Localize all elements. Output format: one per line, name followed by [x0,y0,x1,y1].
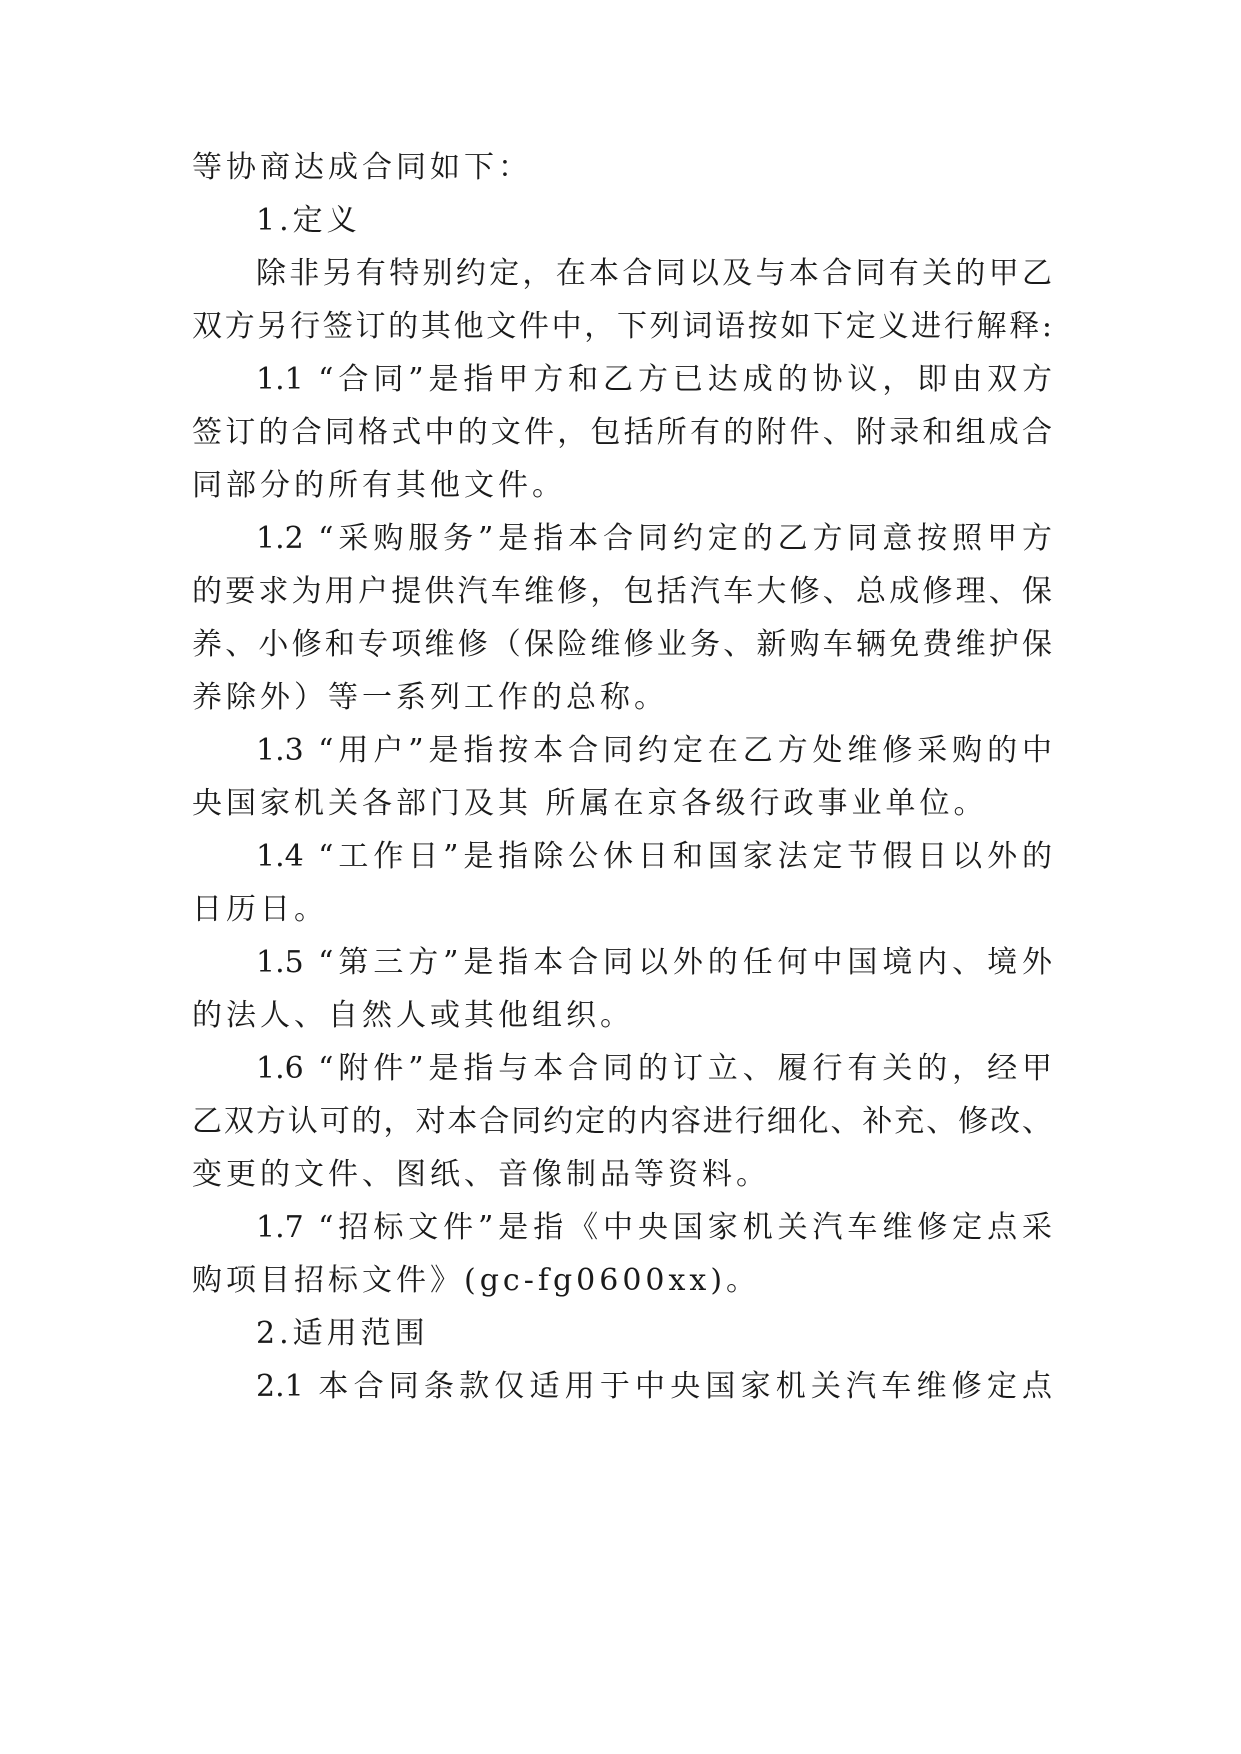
text-line: 签订的合同格式中的文件，包括所有的附件、附录和组成合 [192,415,1052,450]
text-line: 变更的文件、图纸、音像制品等资料。 [192,1157,770,1192]
text-line: 1.4 “工作日”是指除公休日和国家法定节假日以外的 [256,839,1052,874]
text-line: 除非另有特别约定，在本合同以及与本合同有关的甲乙 [256,256,1052,291]
text-line: 的法人、自然人或其他组织。 [192,998,634,1033]
text-line: 等协商达成合同如下： [192,150,532,185]
text-line: 1.7 “招标文件”是指《中央国家机关汽车维修定点采 [256,1210,1052,1245]
text-line: 1.1 “合同”是指甲方和乙方已达成的协议，即由双方 [256,362,1052,397]
text-line: 央国家机关各部门及其 所属在京各级行政事业单位。 [192,786,988,821]
section-heading: 2.适用范围 [256,1316,429,1351]
text-line: 1.2 “采购服务”是指本合同约定的乙方同意按照甲方 [256,521,1052,556]
section-heading: 1.定义 [256,203,361,238]
text-line: 日历日。 [192,892,328,927]
text-line: 乙双方认可的，对本合同约定的内容进行细化、补充、修改、 [192,1104,1052,1139]
text-line: 双方另行签订的其他文件中，下列词语按如下定义进行解释: [192,309,1052,344]
text-line: 1.6 “附件”是指与本合同的订立、履行有关的，经甲 [256,1051,1052,1086]
text-line: 养、小修和专项维修（保险维修业务、新购车辆免费维护保 [192,627,1052,662]
text-line: 1.3 “用户”是指按本合同约定在乙方处维修采购的中 [256,733,1052,768]
text-line: 1.5 “第三方”是指本合同以外的任何中国境内、境外 [256,945,1052,980]
text-line: 购项目招标文件》(gc-fg0600xx)。 [192,1263,761,1298]
text-line: 2.1 本合同条款仅适用于中央国家机关汽车维修定点 [256,1369,1052,1404]
text-line: 养除外）等一系列工作的总称。 [192,680,668,715]
text-line: 同部分的所有其他文件。 [192,468,566,503]
text-line: 的要求为用户提供汽车维修，包括汽车大修、总成修理、保 [192,574,1052,609]
